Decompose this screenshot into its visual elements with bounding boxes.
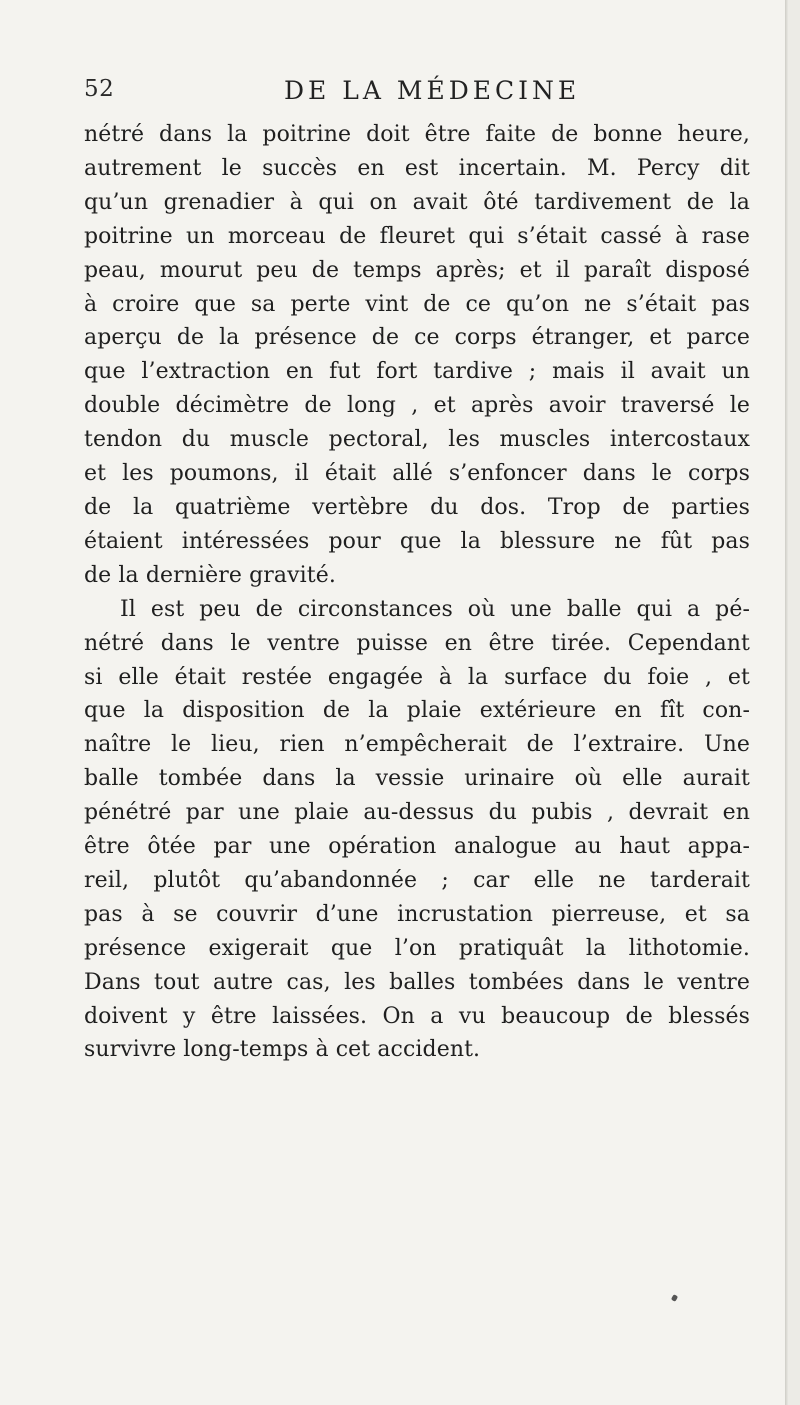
- text-line: aperçu de la présence de ce corps étranger, et parce: [84, 325, 750, 351]
- page-edge: [785, 0, 788, 1405]
- page-edge-shadow: [788, 0, 800, 1405]
- text-line: de la quatrième vertèbre du dos. Trop de parties: [84, 494, 750, 520]
- body-text: [84, 118, 750, 1067]
- text-line: poitrine un morceau de fleuret qui s’était cassé à rase: [84, 223, 750, 249]
- text-line: être ôtée par une opération analogue au haut appa-: [84, 834, 750, 860]
- text-line: que la disposition de la plaie extérieure en fît con-: [84, 698, 750, 724]
- text-line: double décimètre de long , et après avoir traversé le: [84, 393, 750, 419]
- text-line: doivent y être laissées. On a vu beaucoup de blessés: [84, 1003, 750, 1029]
- text-line: à croire que sa perte vint de ce qu’on ne s’était pas: [84, 291, 750, 317]
- text-line: présence exigerait que l’on pratiquât la lithotomie.: [84, 935, 750, 961]
- text-line: survivre long-temps à cet accident.: [84, 1037, 481, 1063]
- text-line: reil, plutôt qu’abandonnée ; car elle ne tarderait: [84, 867, 750, 893]
- text-line: pas à se couvrir d’une incrustation pierreuse, et sa: [84, 901, 750, 927]
- text-line: et les poumons, il était allé s’enfoncer dans le corps: [84, 461, 750, 487]
- text-line: tendon du muscle pectoral, les muscles intercostaux: [84, 427, 750, 453]
- text-line: qu’un grenadier à qui on avait ôté tardivement de la: [84, 189, 750, 215]
- ink-speck: [671, 1294, 678, 1302]
- text-line: autrement le succès en est incertain. M. Percy dit: [84, 155, 750, 181]
- text-line: si elle était restée engagée à la surface du foie , et: [84, 664, 750, 690]
- text-line: que l’extraction en fut fort tardive ; mais il avait un: [84, 359, 750, 385]
- running-title: DE LA MÉDECINE: [284, 76, 581, 105]
- text-line: Il est peu de circonstances où une balle qui a pé-: [120, 596, 750, 622]
- text-line: balle tombée dans la vessie urinaire où elle aurait: [84, 766, 750, 792]
- text-line: de la dernière gravité.: [84, 562, 336, 588]
- page-header: [84, 76, 644, 110]
- text-line: peau, mourut peu de temps après; et il paraît disposé: [84, 257, 750, 283]
- text-line: nétré dans la poitrine doit être faite de bonne heure,: [84, 122, 750, 147]
- page-number: 52: [84, 76, 115, 102]
- text-line: pénétré par une plaie au-dessus du pubis , devrait en: [84, 800, 750, 826]
- text-line: Dans tout autre cas, les balles tombées dans le ventre: [84, 969, 750, 995]
- text-line: naître le lieu, rien n’empêcherait de l’extraire. Une: [84, 732, 750, 758]
- text-line: étaient intéressées pour que la blessure ne fût pas: [84, 528, 750, 554]
- text-line: nétré dans le ventre puisse en être tirée. Cependant: [84, 630, 750, 656]
